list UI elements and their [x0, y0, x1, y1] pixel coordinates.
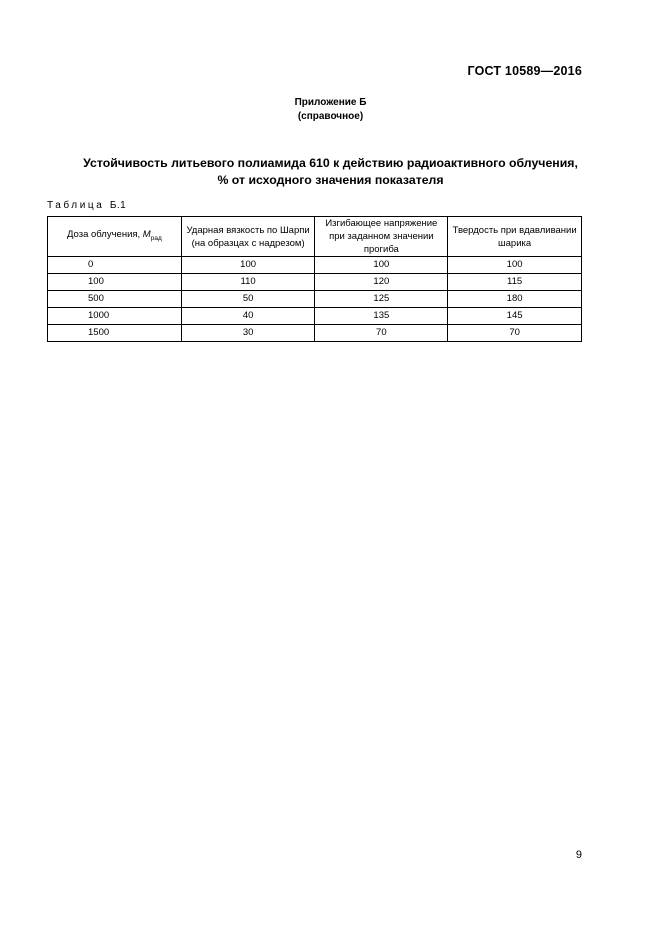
appendix-heading — [0, 96, 661, 124]
table-row — [48, 274, 582, 291]
cell-hardness: 100 — [448, 257, 582, 274]
cell-bending-stress: 120 — [315, 274, 448, 291]
cell-impact-strength: 110 — [181, 274, 315, 291]
page-number: 9 — [575, 849, 582, 861]
data-table — [47, 216, 582, 342]
header-dose-label: Доза облучения, — [67, 229, 143, 241]
appendix-type: (справочное) — [297, 111, 364, 122]
header-dose — [48, 217, 182, 257]
cell-bending-stress: 100 — [315, 257, 448, 274]
cell-impact-strength: 50 — [181, 291, 315, 308]
cell-dose: 100 — [48, 274, 182, 291]
table-row — [48, 291, 582, 308]
table-row — [48, 325, 582, 342]
table-caption-label: Таблица — [47, 200, 105, 211]
cell-bending-stress: 125 — [315, 291, 448, 308]
appendix-title: Приложение Б — [294, 97, 367, 108]
table-row — [48, 308, 582, 325]
header-impact-strength: Ударная вязкость по Шарпи (на образцах с надрезом) — [181, 217, 315, 257]
header-hardness: Твердость при вдавливании шарика — [448, 217, 582, 257]
cell-dose: 0 — [48, 257, 182, 274]
header-bending-stress: Изгибающее напряжение при заданном значении прогиба — [315, 217, 448, 257]
cell-dose: 500 — [48, 291, 182, 308]
header-dose-symbol: M — [142, 229, 151, 241]
cell-impact-strength: 40 — [181, 308, 315, 325]
cell-hardness: 70 — [448, 325, 582, 342]
table-row — [48, 257, 582, 274]
cell-dose: 1500 — [48, 325, 182, 342]
cell-bending-stress: 70 — [315, 325, 448, 342]
cell-dose: 1000 — [48, 308, 182, 325]
cell-hardness: 115 — [448, 274, 582, 291]
table-caption-number: Б.1 — [109, 200, 127, 211]
table-header-row — [48, 217, 582, 257]
cell-hardness: 180 — [448, 291, 582, 308]
document-code: ГОСТ 10589—2016 — [467, 64, 582, 78]
section-title-line-2: % от исходного значения показателя — [217, 173, 444, 187]
cell-bending-stress: 135 — [315, 308, 448, 325]
header-dose-unit: рад — [150, 234, 162, 242]
section-title — [0, 155, 661, 189]
section-title-line-1: Устойчивость литьевого полиамида 610 к действию радиоактивного облучения, — [83, 156, 578, 170]
cell-impact-strength: 100 — [181, 257, 315, 274]
cell-hardness: 145 — [448, 308, 582, 325]
table-caption — [47, 200, 126, 211]
cell-impact-strength: 30 — [181, 325, 315, 342]
